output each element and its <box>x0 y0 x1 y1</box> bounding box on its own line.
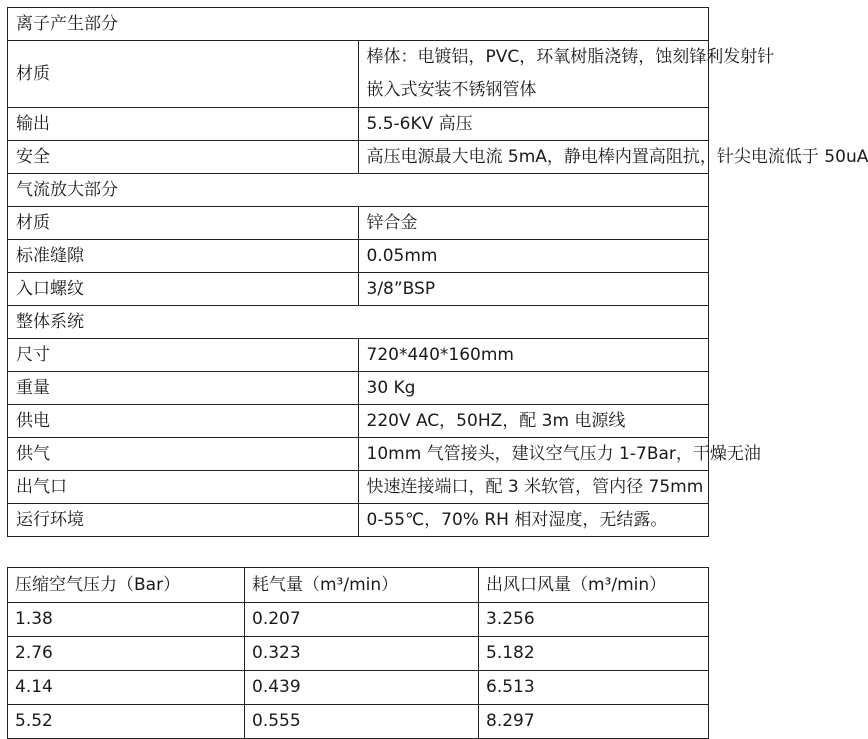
table-cell: 6.513 <box>479 671 709 705</box>
spec-label: 运行环境 <box>8 504 359 537</box>
spec-value: 0.05mm <box>358 240 709 273</box>
spec-label: 供气 <box>8 438 359 471</box>
spec-row-size <box>8 339 709 372</box>
spec-row-safety <box>8 141 709 174</box>
spec-value: 720*440*160mm <box>358 339 709 372</box>
table-cell: 4.14 <box>8 671 245 705</box>
spec-value: 0-55℃，70% RH 相对湿度，无结露。 <box>358 504 709 537</box>
table-cell: 0.207 <box>245 603 479 637</box>
table-cell: 3.256 <box>479 603 709 637</box>
table-cell: 2.76 <box>8 637 245 671</box>
table-cell: 0.323 <box>245 637 479 671</box>
spec-row-outlet <box>8 471 709 504</box>
table-cell: 5.182 <box>479 637 709 671</box>
table-cell: 8.297 <box>479 705 709 739</box>
spec-table <box>7 7 868 537</box>
spec-value: 高压电源最大电流 5mA，静电棒内置高阻抗，针尖电流低于 50uA <box>358 141 709 174</box>
spec-label: 尺寸 <box>8 339 359 372</box>
section-title: 离子产生部分 <box>8 8 709 41</box>
table-cell: 0.555 <box>245 705 479 739</box>
spec-value <box>358 41 775 108</box>
section-row <box>8 8 709 41</box>
column-header: 耗气量（m³/min） <box>245 568 479 603</box>
spec-label: 材质 <box>8 207 359 240</box>
spec-row-weight <box>8 372 709 405</box>
spec-label: 材质 <box>8 41 359 108</box>
section-title: 整体系统 <box>8 306 709 339</box>
table-cell: 0.439 <box>245 671 479 705</box>
table-row <box>8 637 709 671</box>
spec-value: 5.5-6KV 高压 <box>358 108 709 141</box>
spec-row-power <box>8 405 709 438</box>
spec-label: 出气口 <box>8 471 359 504</box>
table-row <box>8 705 709 739</box>
spec-value: 220V AC，50HZ，配 3m 电源线 <box>358 405 709 438</box>
spec-label: 标准缝隙 <box>8 240 359 273</box>
spec-value: 锌合金 <box>358 207 709 240</box>
airflow-table <box>7 567 709 739</box>
spec-value: 30 Kg <box>358 372 709 405</box>
spec-row-air-supply <box>8 438 709 471</box>
spec-label: 输出 <box>8 108 359 141</box>
spec-value: 快速连接端口，配 3 米软管，管内径 75mm <box>358 471 709 504</box>
spec-value-line: 棒体：电镀铝，PVC，环氧树脂浇铸，蚀刻锋利发射针 <box>366 47 775 67</box>
spec-row-thread <box>8 273 709 306</box>
spec-row-output <box>8 108 709 141</box>
table-cell: 1.38 <box>8 603 245 637</box>
section-row <box>8 306 709 339</box>
section-title: 气流放大部分 <box>8 174 709 207</box>
spec-row-material <box>8 41 709 108</box>
column-header: 压缩空气压力（Bar） <box>8 568 245 603</box>
spec-row-gap <box>8 240 709 273</box>
spec-value-line: 嵌入式安装不锈钢管体 <box>366 80 537 100</box>
spec-label: 重量 <box>8 372 359 405</box>
document-page <box>7 7 868 739</box>
table-header-row <box>8 568 709 603</box>
table-row <box>8 671 709 705</box>
column-header: 出风口风量（m³/min） <box>479 568 709 603</box>
spec-label: 入口螺纹 <box>8 273 359 306</box>
spec-value: 10mm 气管接头，建议空气压力 1-7Bar，干燥无油 <box>358 438 709 471</box>
table-row <box>8 603 709 637</box>
table-cell: 5.52 <box>8 705 245 739</box>
spec-label: 安全 <box>8 141 359 174</box>
spec-value: 3/8”BSP <box>358 273 709 306</box>
spec-row-material <box>8 207 709 240</box>
spec-row-environment <box>8 504 709 537</box>
spec-label: 供电 <box>8 405 359 438</box>
section-row <box>8 174 709 207</box>
